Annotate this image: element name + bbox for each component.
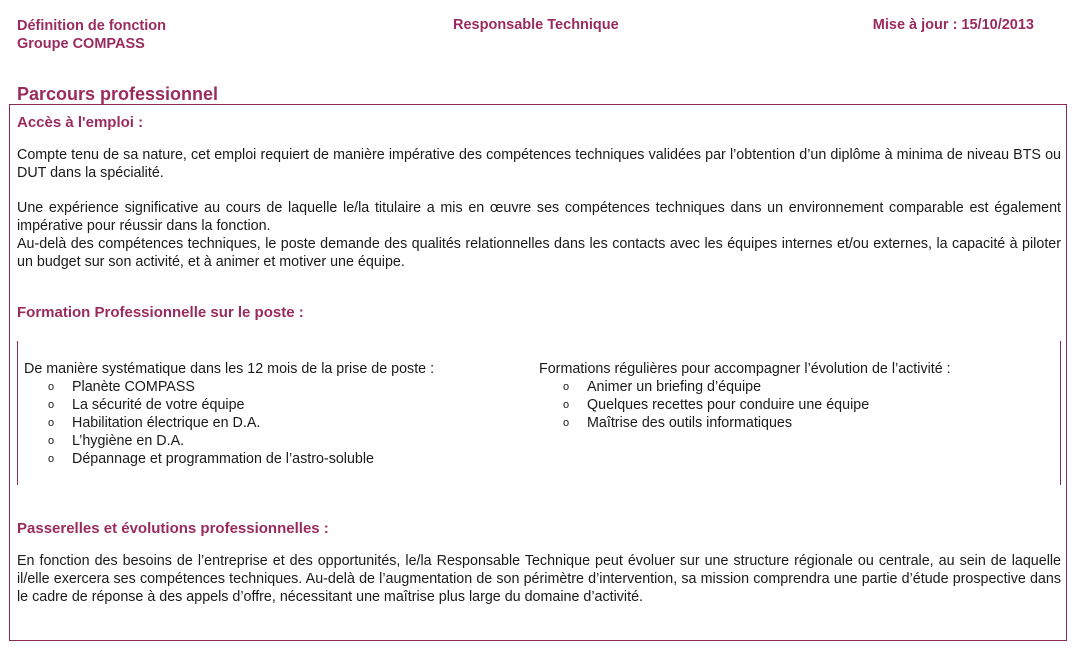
acces-paragraph-2: Une expérience significative au cours de laquelle le/la titulaire a mis en œuvre ses compétences techniques dans un environnement comparable est également impérative pour réussir dans la fonction.: [17, 200, 1061, 234]
acces-paragraph-1: Compte tenu de sa nature, cet emploi requiert de manière impérative des compétences techniques validées par l’obtention d’un diplôme à minima de niveau BTS ou DUT dans la spécialité.: [17, 147, 1061, 181]
list-item: o Dépannage et programmation de l’astro-soluble: [24, 450, 524, 468]
section-title: Parcours professionnel: [17, 84, 219, 104]
list-item: o L’hygiène en D.A.: [24, 432, 524, 450]
formation-initial-lead: De manière systématique dans les 12 mois de la prise de poste :: [24, 361, 435, 377]
divider: [1060, 341, 1061, 485]
list-item: o Maîtrise des outils informatiques: [539, 414, 1049, 432]
list-item: o Planète COMPASS: [24, 378, 524, 396]
header-group: Groupe COMPASS: [17, 36, 145, 52]
list-item: o Habilitation électrique en D.A.: [24, 414, 524, 432]
list-item: o La sécurité de votre équipe: [24, 396, 524, 414]
formation-regular: [539, 360, 1049, 432]
passerelles-heading: Passerelles et évolutions professionnelles :: [17, 520, 329, 537]
header-update-date: Mise à jour : 15/10/2013: [872, 17, 1034, 33]
formation-heading: Formation Professionnelle sur le poste :: [17, 304, 304, 321]
formation-regular-lead: Formations régulières pour accompagner l’évolution de l’activité :: [539, 361, 951, 377]
acces-paragraph-3: Au-delà des compétences techniques, le poste demande des qualités relationnelles dans les contacts avec les équipes internes et/ou externes, la capacité à piloter un budget sur son activité, et à animer et motiver une équipe.: [17, 236, 1061, 270]
list-item: o Quelques recettes pour conduire une équipe: [539, 396, 1049, 414]
list-item: o Animer un briefing d’équipe: [539, 378, 1049, 396]
formation-initial: [24, 360, 524, 468]
header-definition: Définition de fonction: [17, 18, 167, 34]
divider: [17, 341, 18, 485]
header-job-title: Responsable Technique: [453, 17, 619, 33]
document-type: [17, 17, 166, 53]
acces-heading: Accès à l'emploi :: [17, 114, 144, 131]
passerelles-paragraph: En fonction des besoins de l’entreprise et des opportunités, le/la Responsable Technique peut évoluer sur une structure régionale ou centrale, au sein de laquelle il/elle exercera ses compétences techniques. Au-delà de l’augmentation de son périmètre d’intervention, sa mission comprendra une partie d’étude prospective dans le cadre de réponse à des appels d’offre, nécessitant une maîtrise plus large du domaine d’activité.: [17, 553, 1061, 605]
